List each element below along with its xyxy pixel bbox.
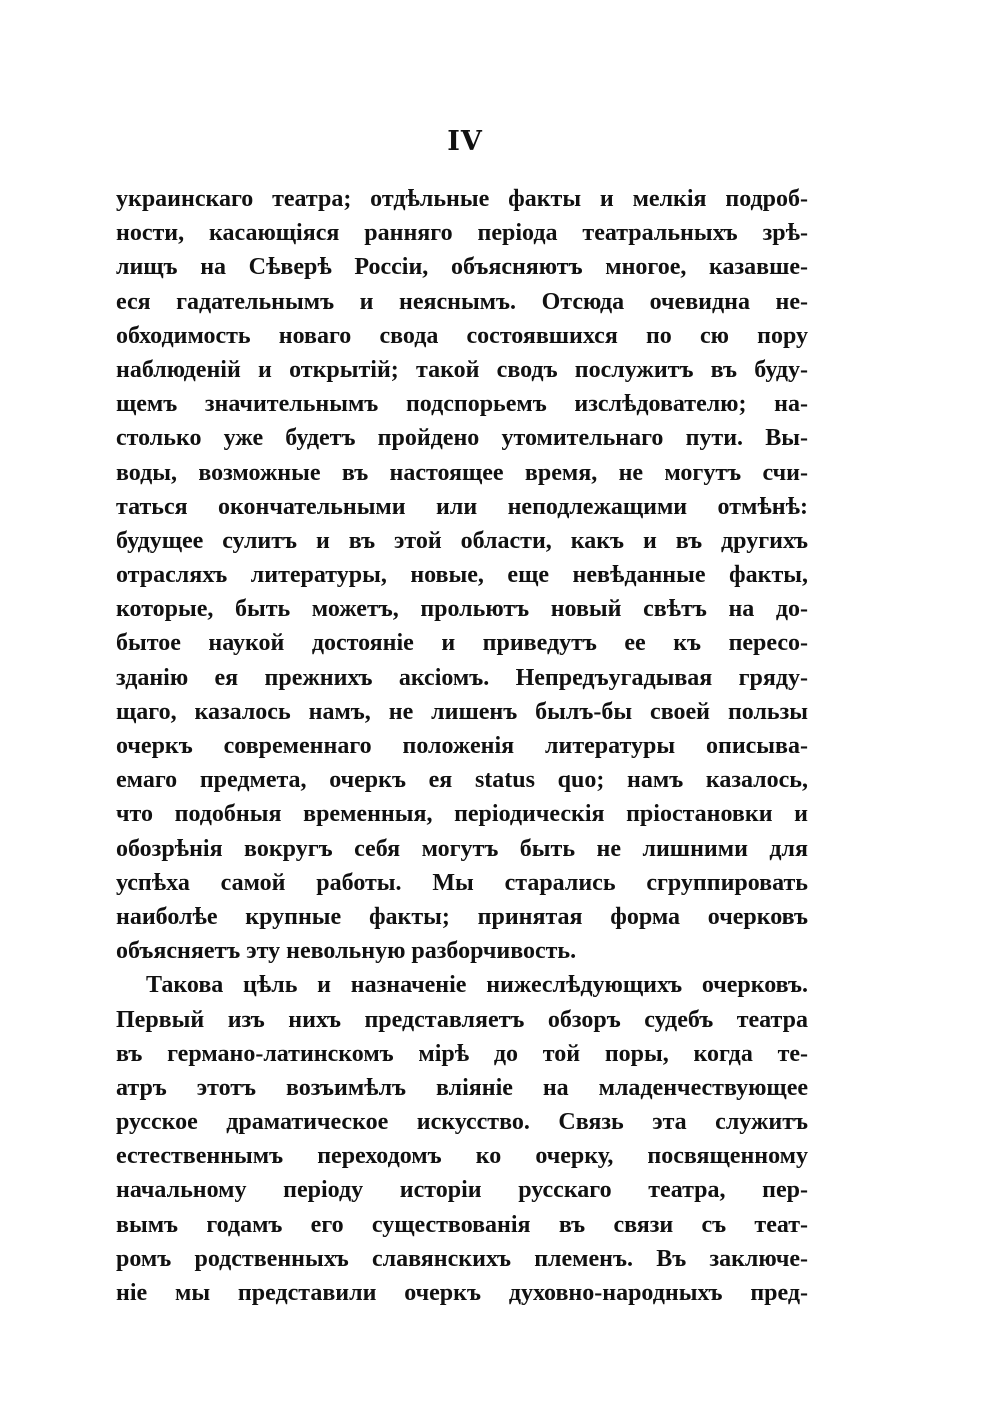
text-line: объясняетъ эту невольную разборчивость.: [116, 938, 577, 965]
text-line: которые, быть можетъ, прольютъ новый свѣтъ на до-: [116, 596, 808, 623]
text-line: ніе мы представили очеркъ духовно-народныхъ пред-: [116, 1280, 808, 1306]
text-line: обозрѣнія вокругъ себя могутъ быть не лишними для: [116, 835, 808, 862]
body-text: [116, 182, 808, 1310]
text-line: вымъ годамъ его существованія въ связи съ теат-: [116, 1211, 808, 1238]
text-line: въ германо-латинскомъ мірѣ до той поры, когда те-: [116, 1040, 808, 1067]
text-line: ности, касающіяся ранняго періода театральныхъ зрѣ-: [116, 220, 808, 247]
text-line: что подобныя временныя, періодическія пріостановки и: [116, 801, 808, 828]
text-line: щаго, казалось намъ, не лишенъ былъ-бы своей пользы: [116, 698, 808, 725]
text-line: очеркъ современнаго положенія литературы описыва-: [116, 733, 808, 759]
text-line: естественнымъ переходомъ ко очерку, посвященному: [116, 1143, 808, 1170]
text-line: украинскаго театра; отдѣльные факты и мелкія подроб-: [116, 186, 808, 212]
text-line: емаго предмета, очеркъ ея status quo; намъ казалось,: [116, 767, 808, 794]
text-line: наиболѣе крупные факты; принятая форма очерковъ: [116, 903, 808, 930]
text-line: Первый изъ нихъ представляетъ обзоръ судебъ театра: [116, 1006, 808, 1033]
text-line: отрасляхъ литературы, новые, еще невѣданные факты,: [116, 562, 808, 589]
text-line: зданію ея прежнихъ аксіомъ. Непредъугадывая гряду-: [116, 664, 808, 691]
paragraph: [116, 968, 808, 1310]
text-line: Такова цѣль и назначеніе нижеслѣдующихъ очерковъ.: [146, 972, 808, 999]
text-line: начальному періоду исторіи русскаго театра, пер-: [116, 1177, 808, 1204]
text-line: обходимость новаго свода состоявшихся по сю пору: [116, 322, 808, 349]
text-line: атръ этотъ возъимѣлъ вліяніе на младенчествующее: [116, 1074, 808, 1101]
text-line: бытое наукой достояніе и приведутъ ее къ пересо-: [116, 630, 808, 657]
text-line: еся гадательнымъ и неяснымъ. Отсюда очевидна не-: [116, 288, 808, 315]
paragraph: [116, 182, 808, 968]
page-number: IV: [447, 126, 483, 157]
text-line: успѣха самой работы. Мы старались сгруппировать: [116, 869, 808, 896]
text-line: будущее сулитъ и въ этой области, какъ и въ другихъ: [116, 527, 808, 554]
text-line: наблюденій и открытій; такой сводъ послужитъ въ буду-: [116, 356, 808, 383]
text-line: воды, возможные въ настоящее время, не могутъ счи-: [116, 459, 808, 486]
text-line: таться окончательными или неподлежащими отмѣнѣ:: [116, 493, 808, 520]
text-line: русское драматическое искусство. Связь эта служитъ: [116, 1109, 808, 1136]
text-line: столько уже будетъ пройдено утомительнаго пути. Вы-: [116, 425, 808, 452]
text-line: лищъ на Сѣверѣ Россіи, объясняютъ многое, казавше-: [116, 254, 808, 281]
text-line: щемъ значительнымъ подспорьемъ изслѣдователю; на-: [116, 391, 808, 418]
text-line: ромъ родственныхъ славянскихъ племенъ. Въ заключе-: [116, 1245, 808, 1272]
